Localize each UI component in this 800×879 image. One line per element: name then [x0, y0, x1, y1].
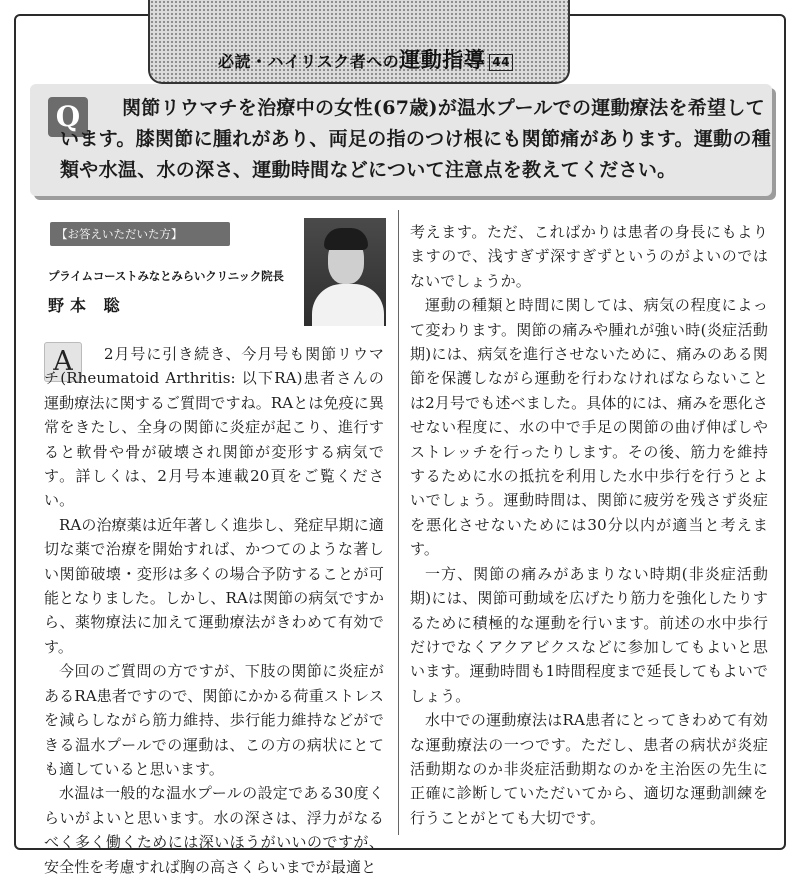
- photo-coat: [312, 284, 384, 326]
- series-mid: への: [366, 52, 400, 71]
- question-body: 関節リウマチを治療中の女性(67歳)が温水プールでの運動療法を希望しています。膝関節に腫れがあり、両足の指のつけ根にも関節痛があります。運動の種類や水温、水の深さ、運動時間などについて注意点を教えてください。: [60, 97, 772, 181]
- answer-column-right: [410, 220, 768, 830]
- answer-paragraph-8: 水中での運動療法はRA患者にとってきわめて有効な運動療法の一つです。ただし、患者の病状が炎症活動期なのか非炎症活動期なのかを主治医の先生に正確に診断していただいてから、適切な運動訓練を行うことがとても大切です。: [410, 711, 768, 827]
- answer-paragraph-1: 2月号に引き続き、今月号も関節リウマチ(Rheumatoid Arthritis: 以下RA)患者さんの運動療法に関するご質問ですね。RAとは免疫に異常をきたし、全身の関節に炎症が起こり、進行すると軟骨や骨が破壊され関節が変形する病気です。詳しくは、2月号本連載20頁をご覧ください。: [44, 345, 384, 510]
- answer-paragraph-3: 今回のご質問の方ですが、下肢の関節に炎症があるRA患者ですので、関節にかかる荷重ストレスを減らしながら筋力維持、歩行能力維持などができる温水プールでの運動は、この方の病状にとても適していると思います。: [44, 662, 384, 778]
- series-highlight: ハイリスク者: [267, 52, 367, 71]
- answerer-affiliation: プライムコーストみなとみらいクリニック院長: [48, 269, 284, 283]
- series-title: [218, 44, 588, 76]
- answer-column-left: [44, 342, 384, 879]
- answerer-name: 野本 聡: [48, 296, 126, 315]
- answer-paragraph-7: 一方、関節の痛みがあまりない時期(非炎症活動期)には、関節可動域を広げたり筋力を強化したりするために積極的な運動を行います。前述の水中歩行だけでなくアクアビクスなどに参加してもよいと思います。運動時間も1時間程度まで延長してもよいでしょう。: [410, 564, 768, 705]
- answer-mark-icon: A: [44, 342, 82, 382]
- question-mark-icon: Q: [48, 97, 88, 137]
- answer-paragraph-5: 考えます。ただ、こればかりは患者の身長にもよりますので、浅すぎず深すぎずというのがよいのではないでしょうか。: [410, 223, 768, 290]
- answer-paragraph-6: 運動の種類と時間に関しては、病気の程度によって変わります。関節の痛みや腫れが強い時(炎症活動期)には、病気を進行させないために、痛みのある関節を保護しながら運動を行わなければならないことは2月号でも述べました。具体的には、痛みを悪化させない程度に、水の中で手足の関節の曲げ伸ばしやストレッチを行ったりします。その後、筋力を維持するために水の抵抗を利用した水中歩行を行うとよいでしょう。運動時間は、関節に疲労を残さず炎症を悪化させないためには30分以内が適当と考えます。: [410, 296, 768, 559]
- answer-paragraph-2: RAの治療薬は近年著しく進歩し、発症早期に適切な薬で治療を開始すれば、かつてのような著しい関節破壊・変形は多くの場合予防することが可能となりました。しかし、RAは関節の病気ですから、薬物療法に加えて運動療法がきわめて有効です。: [44, 515, 384, 656]
- photo-hair: [324, 228, 368, 250]
- answer-paragraph-4: 水温は一般的な温水プールの設定である30度くらいがよいと思います。水の深さは、浮力がなるべく多く働くためには深いほうがいいのですが、安全性を考慮すれば胸の高さくらいまでが最適と: [44, 784, 384, 876]
- answerer-label: 【お答えいただいた方】: [50, 222, 230, 246]
- series-prefix: 必読・: [218, 52, 268, 71]
- issue-number: 44: [489, 54, 513, 71]
- column-divider: [398, 210, 399, 835]
- series-main-title: 運動指導: [399, 48, 486, 72]
- answerer-photo: [304, 218, 386, 326]
- question-text: [60, 93, 772, 186]
